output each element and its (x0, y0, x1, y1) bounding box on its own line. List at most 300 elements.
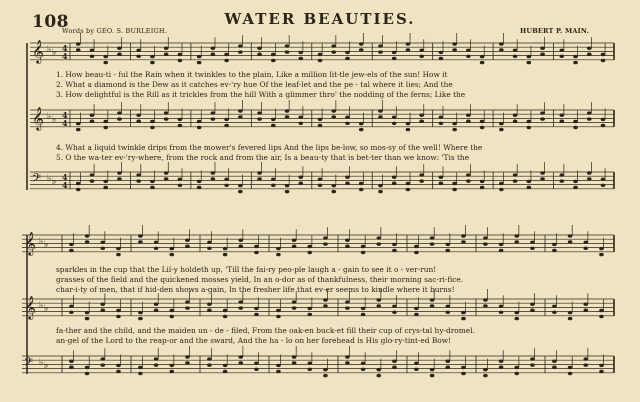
note-head (527, 126, 532, 129)
note-head (318, 178, 323, 181)
flat-sign: ♭ (44, 240, 49, 250)
note-head (599, 370, 604, 373)
note-head (103, 186, 108, 189)
flat-sign: ♭ (39, 301, 44, 311)
note-head (223, 370, 228, 373)
note-head (116, 364, 121, 367)
note-head (583, 309, 588, 312)
note-head (514, 311, 519, 314)
note-head (583, 241, 588, 244)
note-head (376, 374, 381, 377)
note-head (211, 117, 216, 120)
note-head (378, 44, 383, 47)
note-head (376, 242, 381, 245)
note-head (406, 188, 411, 191)
note-head (599, 309, 604, 312)
note-head (207, 247, 212, 250)
note-head (185, 355, 190, 358)
words-credit: Words by GEO. S. BURLEIGH. (62, 27, 167, 35)
note-head (499, 360, 504, 363)
note-head (197, 180, 202, 183)
note-head (513, 55, 518, 58)
note-head (392, 360, 397, 363)
note-head (559, 55, 564, 58)
note-head (461, 317, 466, 320)
note-head (223, 253, 228, 256)
note-head (307, 313, 312, 316)
note-head (361, 362, 366, 365)
note-head (540, 177, 545, 180)
note-head (559, 114, 564, 117)
note-head (540, 171, 545, 174)
note-head (138, 366, 143, 369)
note-head (90, 120, 95, 123)
note-head (587, 177, 592, 180)
note-head (307, 368, 312, 371)
note-head (197, 126, 202, 129)
note-head (452, 182, 457, 185)
note-head (514, 240, 519, 243)
note-head (257, 47, 262, 50)
note-head (117, 47, 122, 50)
note-head (323, 298, 328, 301)
note-head (359, 122, 364, 125)
note-head (257, 117, 262, 120)
note-head (271, 59, 276, 62)
note-head (361, 245, 366, 248)
treble-clef: 𝄞 (32, 106, 44, 130)
note-head (483, 374, 488, 377)
note-head (164, 111, 169, 114)
note-head (419, 173, 424, 176)
note-head (530, 303, 535, 306)
note-head (540, 111, 545, 114)
note-head (559, 173, 564, 176)
note-head (169, 364, 174, 367)
note-head (378, 184, 383, 187)
note-head (480, 186, 485, 189)
note-head (211, 171, 216, 174)
note-head (540, 117, 545, 120)
note-head (116, 309, 121, 312)
note-head (419, 120, 424, 123)
note-head (257, 53, 262, 56)
note-head (466, 55, 471, 58)
note-head (138, 317, 143, 320)
note-head (430, 304, 435, 307)
note-head (271, 53, 276, 56)
note-head (138, 372, 143, 375)
note-head (414, 251, 419, 254)
note-head (271, 118, 276, 121)
note-head (499, 48, 504, 51)
lyric-line: an-gel of the Lord to the reap-or and the sward, And the ha - lo on her forehead is His glo-ry-tint-ed Bow! (56, 336, 452, 345)
note-head (100, 303, 105, 306)
note-head (480, 126, 485, 129)
note-head (285, 109, 290, 112)
note-head (392, 182, 397, 185)
note-head (254, 368, 259, 371)
note-head (197, 55, 202, 58)
note-head (392, 366, 397, 369)
note-head (76, 182, 81, 185)
note-head (76, 48, 81, 51)
note-head (223, 309, 228, 312)
note-head (414, 245, 419, 248)
page-number: 108 (32, 12, 69, 32)
note-head (238, 190, 243, 193)
time-signature: 4 (62, 172, 68, 182)
note-head (568, 240, 573, 243)
note-head (298, 176, 303, 179)
lyric-line: sparkles in the cup that the Lil-y holdeth up, 'Till the fai-ry peo-ple laugh a - gain to see it o - ver-run! (56, 265, 437, 274)
note-head (254, 245, 259, 248)
note-head (298, 182, 303, 185)
note-head (376, 236, 381, 239)
flat-sign: ♭ (44, 361, 49, 371)
flat-sign: ♭ (47, 174, 52, 184)
note-head (254, 362, 259, 365)
note-head (466, 173, 471, 176)
note-head (439, 122, 444, 125)
note-head (224, 184, 229, 187)
note-head (276, 253, 281, 256)
note-head (345, 51, 350, 54)
note-head (211, 177, 216, 180)
note-head (359, 48, 364, 51)
note-head (499, 243, 504, 246)
note-head (76, 122, 81, 125)
note-head (85, 311, 90, 314)
time-signature: 4 (62, 43, 68, 53)
note-head (331, 50, 336, 53)
note-head (439, 57, 444, 60)
note-head (116, 315, 121, 318)
note-head (480, 55, 485, 58)
note-head (573, 61, 578, 64)
note-head (292, 245, 297, 248)
note-head (285, 44, 290, 47)
note-head (100, 241, 105, 244)
note-head (136, 173, 141, 176)
note-head (530, 363, 535, 366)
note-head (211, 111, 216, 114)
note-head (69, 249, 74, 252)
lyric-line: fa-ther and the child, and the maiden un - de - filed, From the oak-en buck-et fill their cup of crys-tal hy-dromel. (56, 326, 475, 335)
note-head (298, 57, 303, 60)
note-head (90, 55, 95, 58)
note-head (238, 44, 243, 47)
note-head (499, 305, 504, 308)
note-head (587, 111, 592, 114)
note-head (69, 305, 74, 308)
note-head (601, 53, 606, 56)
note-head (392, 122, 397, 125)
note-head (392, 51, 397, 54)
note-head (90, 114, 95, 117)
note-head (285, 50, 290, 53)
note-head (85, 234, 90, 237)
note-head (599, 315, 604, 318)
note-head (224, 53, 229, 56)
lyric-line: 4. What a liquid twinkle drips from the mower's fevered lips And the lips be-low, so mos-sy of the well! Where the (56, 143, 483, 152)
note-head (207, 363, 212, 366)
note-head (587, 117, 592, 120)
note-head (298, 116, 303, 119)
note-head (552, 366, 557, 369)
note-head (150, 126, 155, 129)
note-head (323, 242, 328, 245)
note-head (136, 179, 141, 182)
note-head (378, 50, 383, 53)
note-head (154, 303, 159, 306)
note-head (419, 179, 424, 182)
note-head (583, 247, 588, 250)
note-head (466, 49, 471, 52)
note-head (154, 363, 159, 366)
note-head (552, 305, 557, 308)
note-head (513, 173, 518, 176)
note-head (298, 51, 303, 54)
note-head (254, 251, 259, 254)
note-head (76, 42, 81, 45)
note-head (359, 128, 364, 131)
note-head (527, 61, 532, 64)
note-head (345, 245, 350, 248)
note-head (90, 179, 95, 182)
note-head (378, 115, 383, 118)
lyric-line: char-i-ty of men, that if hid-den shows a-gain, In the fresher life that ev-er seems to kindle where it burns! (56, 285, 455, 294)
note-head (223, 364, 228, 367)
note-head (323, 304, 328, 307)
note-head (276, 309, 281, 312)
note-head (361, 313, 366, 316)
note-head (150, 186, 155, 189)
note-head (430, 368, 435, 371)
note-head (361, 368, 366, 371)
note-head (318, 53, 323, 56)
note-head (359, 42, 364, 45)
note-head (138, 240, 143, 243)
note-head (361, 251, 366, 254)
note-head (452, 122, 457, 125)
note-head (461, 311, 466, 314)
note-head (223, 315, 228, 318)
note-head (345, 239, 350, 242)
note-head (285, 184, 290, 187)
note-head (513, 114, 518, 117)
note-head (292, 361, 297, 364)
lyric-line: 5. O the wa-ter ev-'ry-where, from the rock and from the air, Is a beau-ty that is bet-ter than we know: 'Tis the (56, 153, 470, 162)
note-head (530, 357, 535, 360)
note-head (331, 44, 336, 47)
note-head (530, 247, 535, 250)
time-signature: 4 (62, 180, 68, 190)
hymn-title: WATER BEAUTIES. (224, 10, 416, 28)
note-head (100, 309, 105, 312)
note-head (483, 236, 488, 239)
note-head (514, 372, 519, 375)
note-head (224, 118, 229, 121)
lyric-line: grasses of the field and the quickened mosses yield, In an o-dor as of thankfulness, their morning sac-ri-fice. (56, 275, 464, 284)
note-head (573, 180, 578, 183)
note-head (178, 124, 183, 127)
note-head (499, 249, 504, 252)
note-head (150, 61, 155, 64)
note-head (254, 307, 259, 310)
note-head (378, 109, 383, 112)
note-head (271, 124, 276, 127)
note-head (414, 307, 419, 310)
note-head (116, 253, 121, 256)
note-head (499, 128, 504, 131)
note-head (318, 59, 323, 62)
note-head (90, 173, 95, 176)
note-head (568, 317, 573, 320)
note-head (499, 311, 504, 314)
note-head (559, 179, 564, 182)
note-head (150, 55, 155, 58)
note-head (224, 59, 229, 62)
note-head (530, 309, 535, 312)
note-head (406, 128, 411, 131)
note-head (117, 53, 122, 56)
note-head (292, 239, 297, 242)
note-head (376, 368, 381, 371)
note-head (568, 311, 573, 314)
note-head (117, 177, 122, 180)
note-head (298, 122, 303, 125)
note-head (573, 55, 578, 58)
time-signature: 4 (62, 51, 68, 61)
note-head (499, 188, 504, 191)
note-head (197, 61, 202, 64)
note-head (116, 247, 121, 250)
note-head (169, 315, 174, 318)
note-head (392, 57, 397, 60)
note-head (207, 241, 212, 244)
note-head (461, 240, 466, 243)
note-head (583, 303, 588, 306)
note-head (499, 42, 504, 45)
note-head (271, 178, 276, 181)
note-head (392, 176, 397, 179)
flat-sign: ♭ (39, 237, 44, 247)
note-head (238, 306, 243, 309)
note-head (307, 307, 312, 310)
note-head (583, 363, 588, 366)
flat-sign: ♭ (47, 45, 52, 55)
note-head (238, 239, 243, 242)
note-head (540, 47, 545, 50)
note-head (224, 124, 229, 127)
note-head (318, 118, 323, 121)
note-head (483, 304, 488, 307)
note-head (164, 53, 169, 56)
note-head (307, 362, 312, 365)
note-head (430, 298, 435, 301)
note-head (197, 186, 202, 189)
note-head (345, 300, 350, 303)
note-head (359, 182, 364, 185)
time-signature: 4 (62, 118, 68, 128)
note-head (392, 243, 397, 246)
note-head (527, 186, 532, 189)
note-head (254, 313, 259, 316)
note-head (197, 120, 202, 123)
note-head (323, 236, 328, 239)
lyric-line: 1. How beau-ti - ful the Rain when it twinkles to the plain, Like a million lit-tle jew-els of the sun! How it (56, 70, 448, 79)
note-head (461, 372, 466, 375)
note-head (117, 171, 122, 174)
note-head (445, 243, 450, 246)
note-head (285, 190, 290, 193)
note-head (573, 186, 578, 189)
note-head (211, 53, 216, 56)
note-head (103, 55, 108, 58)
note-head (331, 190, 336, 193)
note-head (345, 122, 350, 125)
note-head (499, 366, 504, 369)
note-head (331, 109, 336, 112)
note-head (345, 355, 350, 358)
note-head (376, 298, 381, 301)
note-head (599, 247, 604, 250)
note-head (238, 50, 243, 53)
note-head (445, 366, 450, 369)
note-head (331, 115, 336, 118)
note-head (414, 313, 419, 316)
note-head (361, 307, 366, 310)
note-head (276, 247, 281, 250)
bass-clef: 𝄢 (32, 172, 42, 188)
note-head (238, 109, 243, 112)
note-head (439, 182, 444, 185)
note-head (185, 361, 190, 364)
note-head (307, 251, 312, 254)
note-head (103, 120, 108, 123)
note-head (211, 47, 216, 50)
note-head (318, 124, 323, 127)
note-head (207, 357, 212, 360)
note-head (136, 55, 141, 58)
flat-sign: ♭ (52, 115, 57, 125)
note-head (138, 311, 143, 314)
note-head (483, 368, 488, 371)
note-head (461, 366, 466, 369)
note-head (430, 374, 435, 377)
note-head (345, 176, 350, 179)
note-head (169, 309, 174, 312)
note-head (568, 366, 573, 369)
note-head (285, 115, 290, 118)
flat-sign: ♭ (39, 358, 44, 368)
note-head (164, 117, 169, 120)
note-head (117, 111, 122, 114)
note-head (178, 184, 183, 187)
note-head (573, 126, 578, 129)
note-head (583, 357, 588, 360)
note-head (138, 234, 143, 237)
note-head (573, 120, 578, 123)
note-head (552, 311, 557, 314)
note-head (461, 234, 466, 237)
note-head (85, 240, 90, 243)
note-head (257, 177, 262, 180)
note-head (103, 180, 108, 183)
note-head (69, 366, 74, 369)
flat-sign: ♭ (52, 177, 57, 187)
